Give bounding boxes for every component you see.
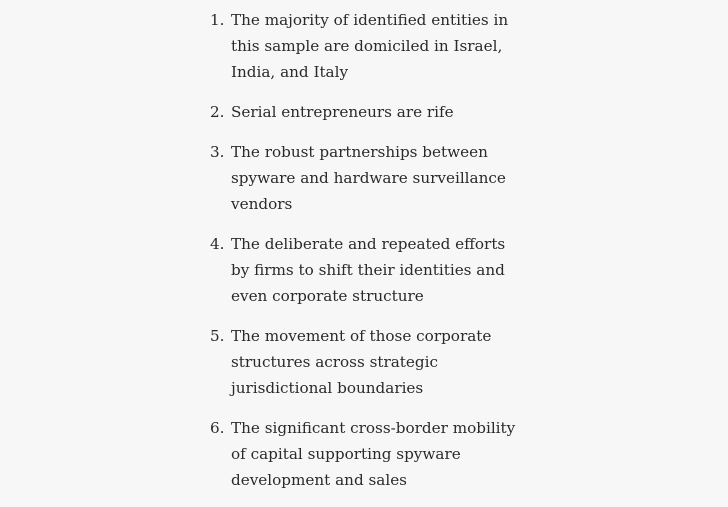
list-item [206,231,526,309]
findings-list [206,7,526,507]
list-item [206,7,526,85]
list-item-number: 3. [210,143,225,161]
list-item [206,323,526,401]
list-item-number: 6. [210,419,225,437]
list-item-text: The significant cross-border mobility of capital supporting spyware development and sales [231,419,516,489]
list-item-number: 1. [210,11,225,29]
list-item-text: The deliberate and repeated efforts by firms to shift their identities and even corporate structure [231,235,506,305]
list-item-text: The robust partnerships between spyware and hardware surveillance vendors [231,143,506,213]
list-item-text: The majority of identified entities in this sample are domiciled in Israel, India, and Italy [231,11,509,81]
list-item-number: 5. [210,327,225,345]
list-item [206,415,526,493]
list-item-number: 4. [210,235,225,253]
list-item-text: The movement of those corporate structures across strategic jurisdictional boundaries [231,327,492,397]
list-item [206,99,526,125]
list-item-text: Serial entrepreneurs are rife [231,103,454,121]
list-item [206,139,526,217]
list-item-number: 2. [210,103,225,121]
